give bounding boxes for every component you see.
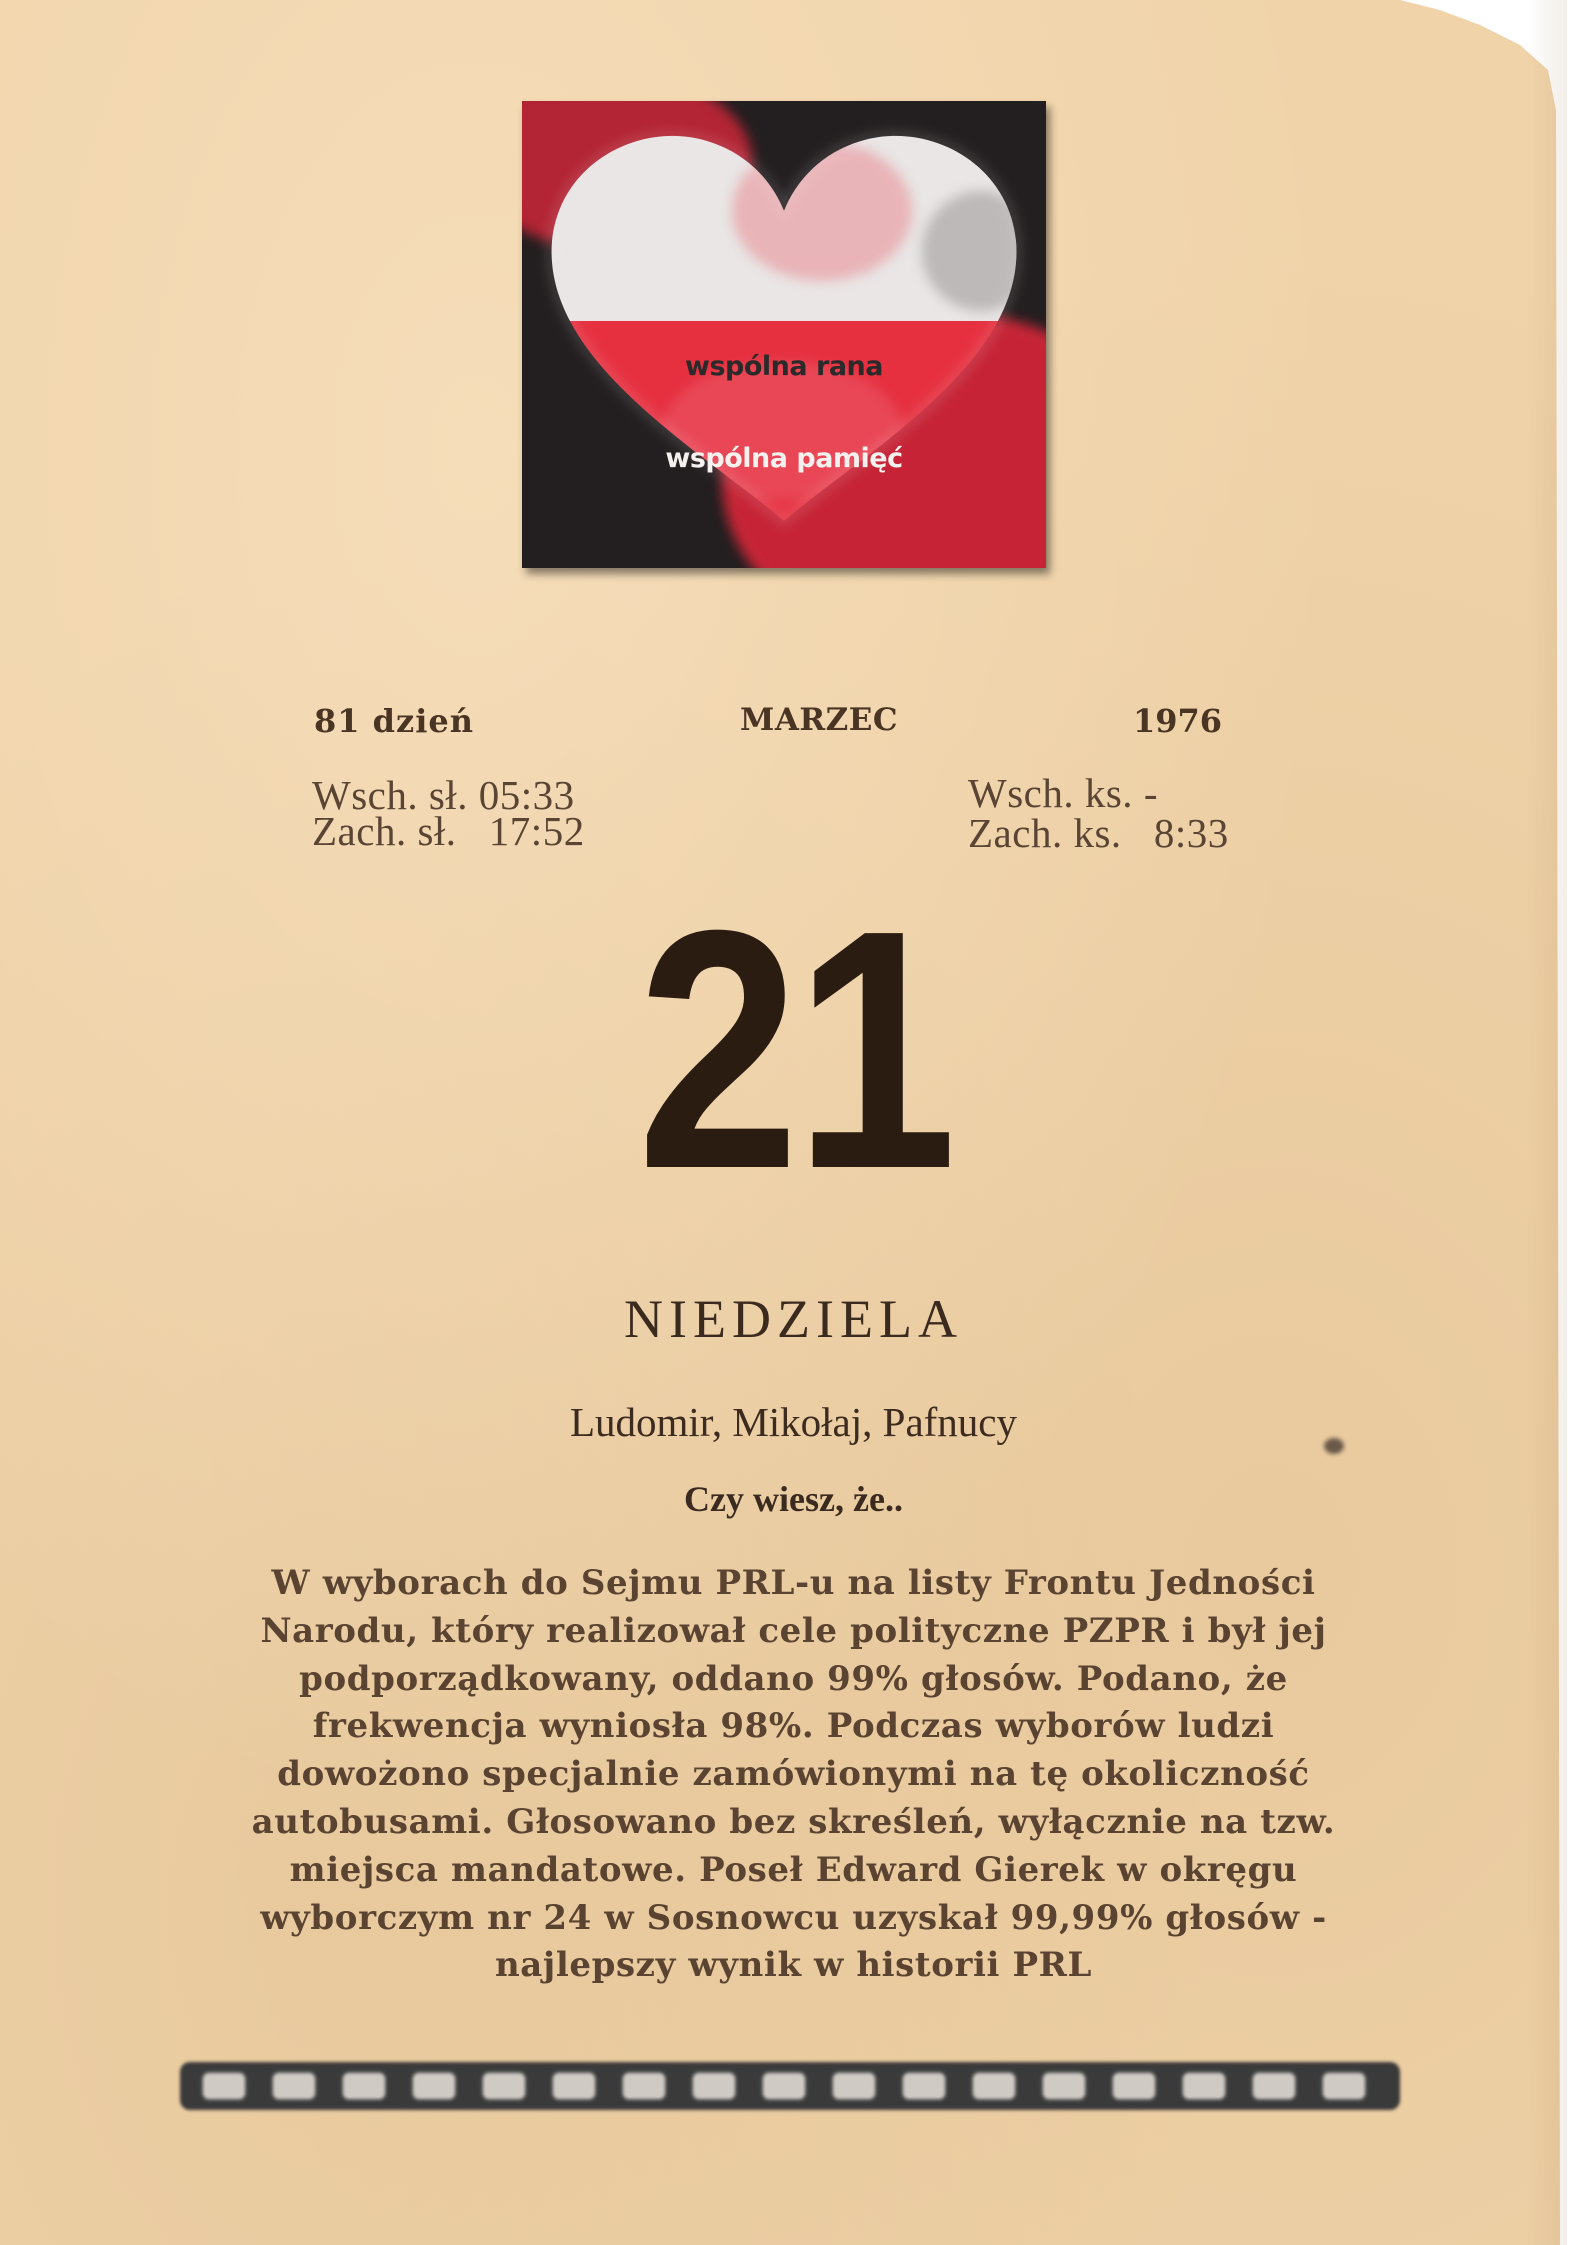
- binding-holes: [180, 2058, 1400, 2114]
- fact-text: W wyborach do Sejmu PRL-u na listy Frontu Jedności Narodu, który realizował cele polityczne PZPR i był jej podporządkowany, oddano 99% głosów. Podano, że frekwencja wyniosła 98%. Podczas wyborów ludzi dowożono specjalnie zamówionymi na tę okoliczność autobusami. Głosowano bez skreśleń, wyłącznie na tzw. miejsca mandatowe. Poseł Edward Gierek w okręgu wyborczym nr 24 w Sosnowcu uzyskał 99,99% głosów - najlepszy wynik w historii PRL: [251, 1563, 1336, 1986]
- poster-line-1: wspólna rana: [685, 351, 883, 382]
- name-days: Ludomir, Mikołaj, Pafnucy: [569, 1399, 1018, 1445]
- day-of-year: 81 dzień: [314, 702, 474, 740]
- sunrise-label: Wsch. sł.: [312, 772, 468, 818]
- poster-line-2: wspólna pamięć: [665, 443, 903, 474]
- weekday-label: NIEDZIELA: [624, 1289, 963, 1349]
- day-number: 21: [636, 860, 952, 1240]
- moonrise-time: -: [1143, 770, 1158, 816]
- sunrise-time: 05:33: [478, 772, 575, 818]
- moonrise-row: [968, 770, 1158, 816]
- moonset-label: Zach. ks.: [968, 810, 1122, 856]
- moonset-time: 8:33: [1153, 810, 1229, 856]
- heart-graphic: [522, 101, 1046, 568]
- moonset-row: [968, 810, 1229, 856]
- sunset-row: [312, 808, 585, 854]
- torn-edge-shadow: [1527, 0, 1567, 2245]
- year-label: 1976: [1133, 702, 1223, 740]
- sunset-label: Zach. sł.: [312, 808, 457, 854]
- sunset-time: 17:52: [488, 808, 585, 854]
- ink-spot: [1324, 1438, 1344, 1454]
- month-label: MARZEC: [740, 702, 899, 738]
- heart-poster-image: [522, 101, 1046, 568]
- binding-hole-row: [202, 2072, 1366, 2100]
- moonrise-label: Wsch. ks.: [968, 770, 1134, 816]
- fact-heading: Czy wiesz, że..: [684, 1479, 903, 1519]
